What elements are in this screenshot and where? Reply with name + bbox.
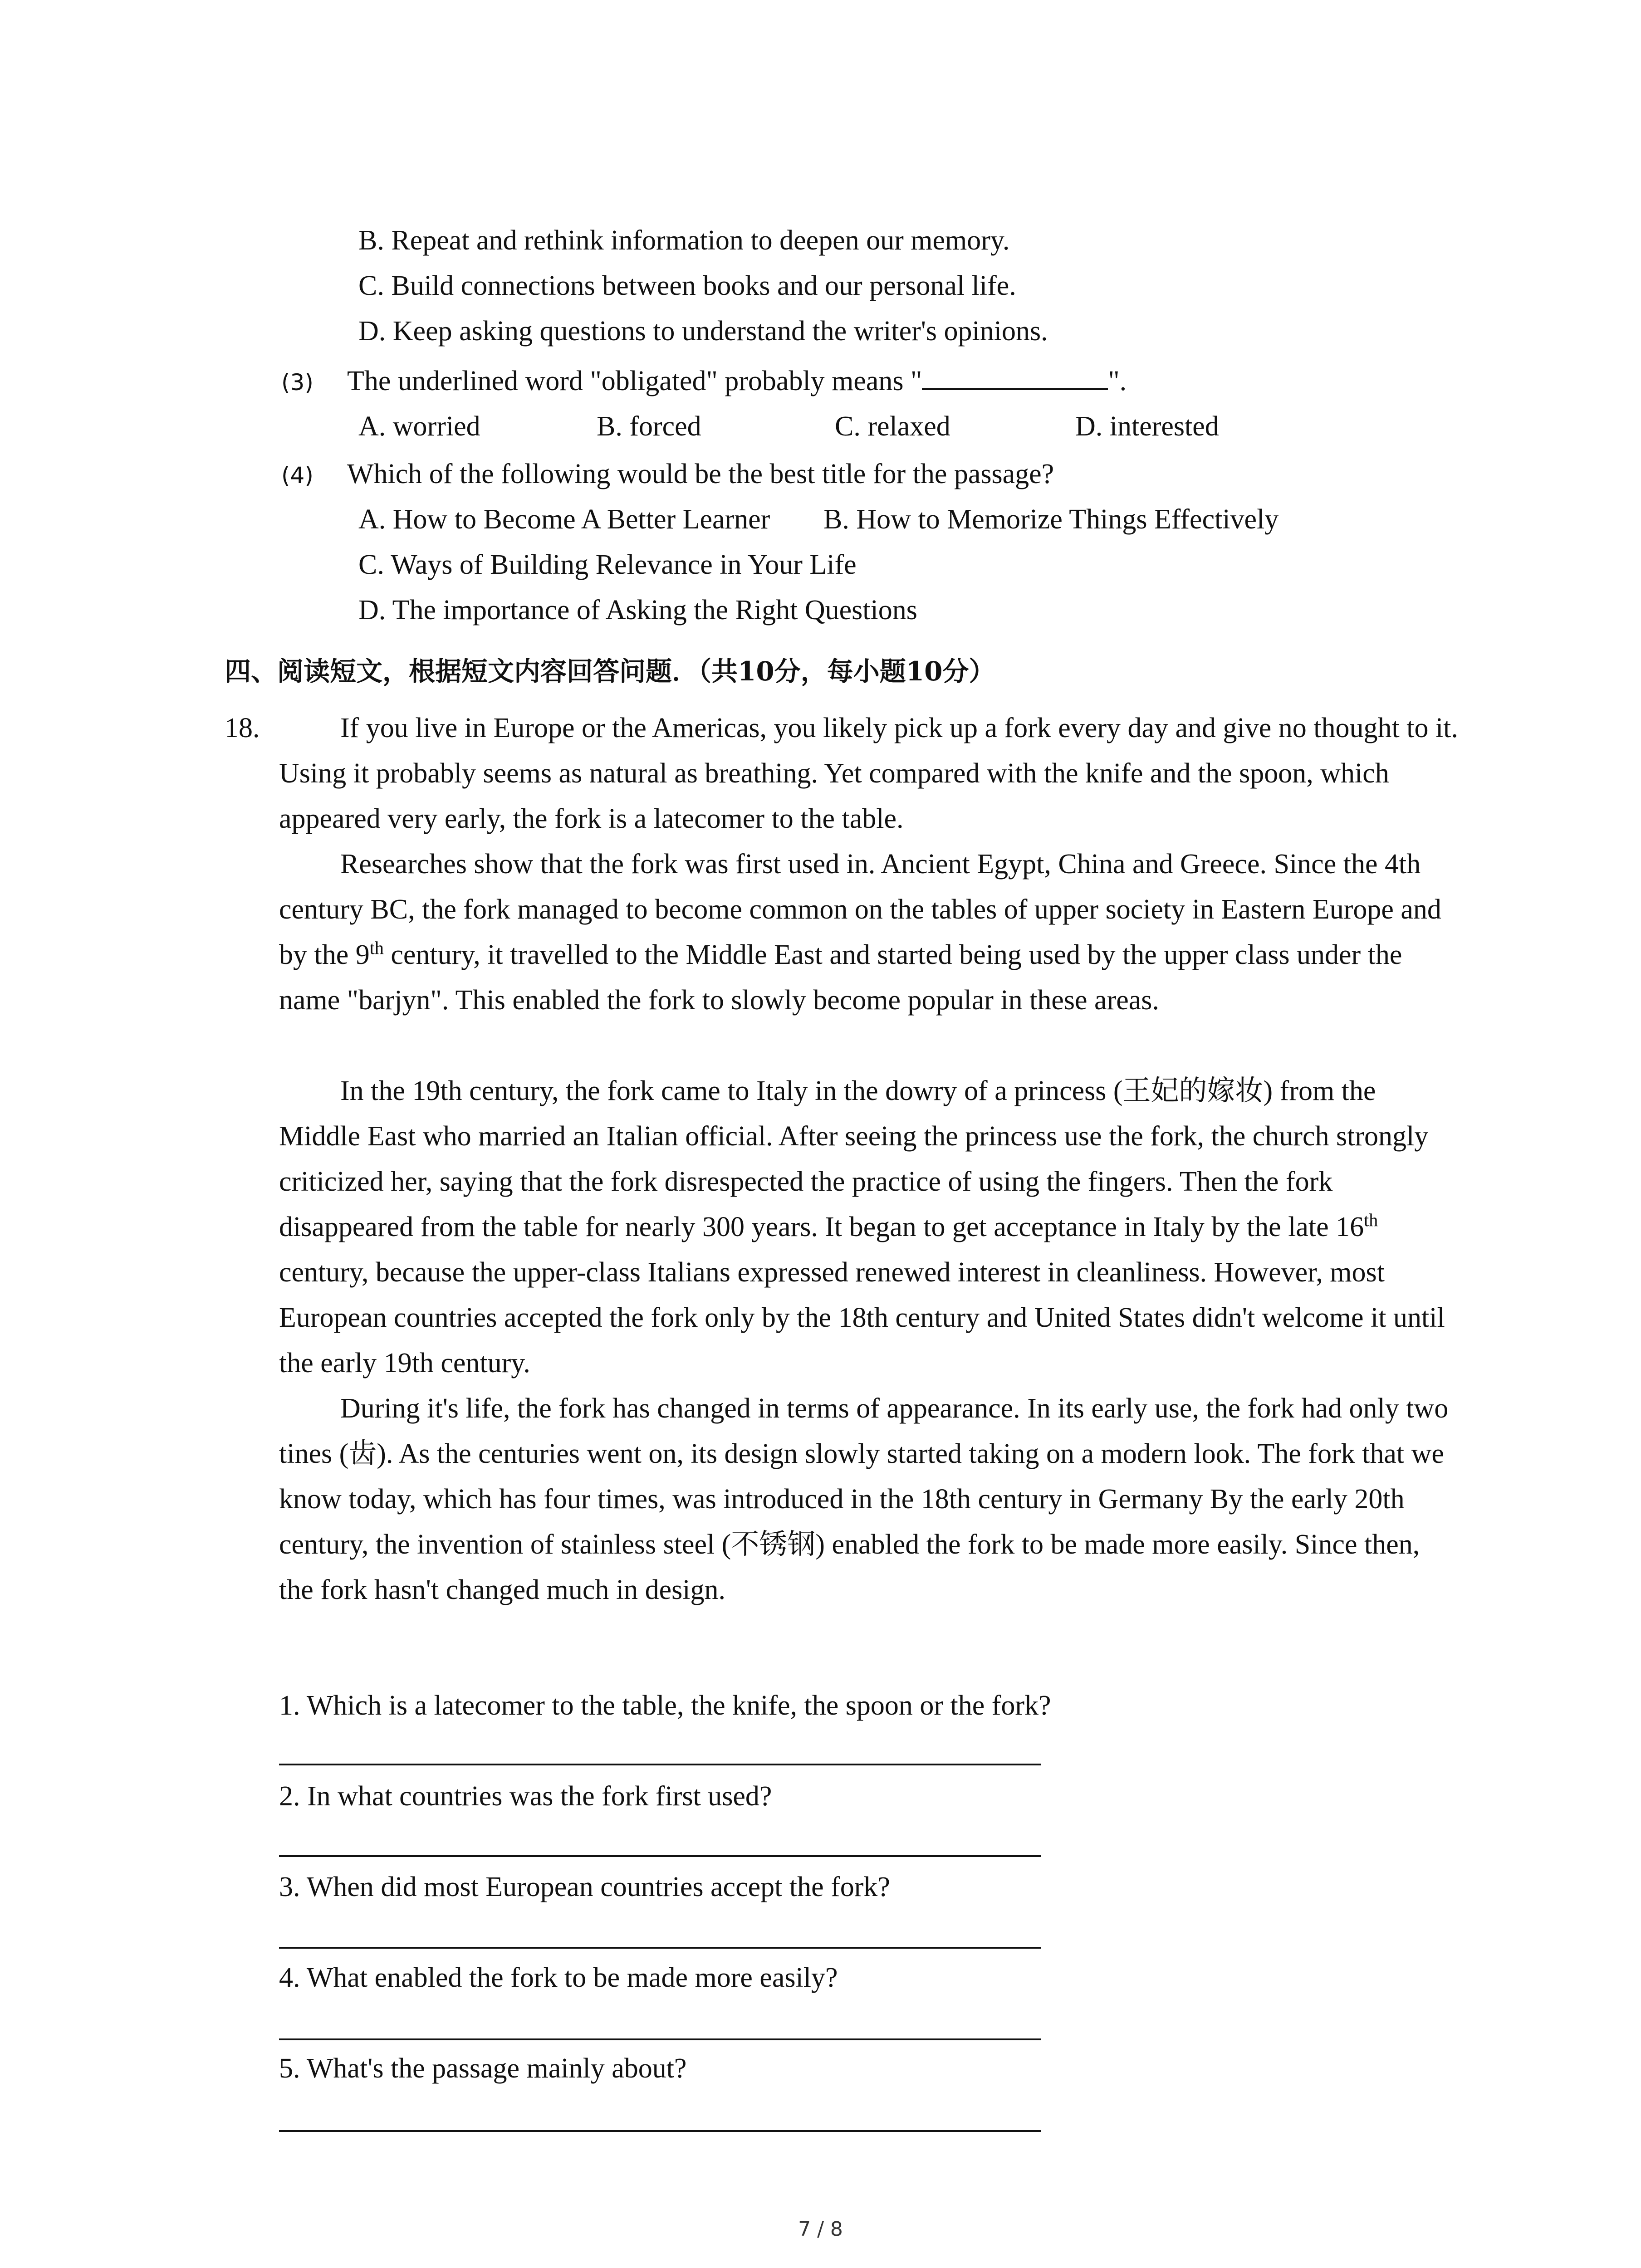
question-3: 3. When did most European countries accept the fork?	[279, 1872, 890, 1902]
question-4: 4. What enabled the fork to be made more easily?	[279, 1962, 838, 1993]
answer-line-2[interactable]	[279, 1855, 1041, 1857]
q4-number-text: (4)	[281, 462, 314, 489]
q3-answer-blank[interactable]	[922, 361, 1108, 390]
paragraph-2-text-b: century, it travelled to the Middle East and started being used by the upper class under the name "barjyn". This enabled the fork to slowly become popular in these areas.	[279, 939, 1402, 1016]
q4-number	[281, 451, 314, 498]
q3-option-d: D. interested	[1075, 411, 1219, 442]
q3-number-text: (3)	[281, 369, 314, 396]
q3-stem-before: The underlined word "obligated" probably means "	[347, 366, 922, 396]
answer-line-3[interactable]	[279, 1947, 1041, 1949]
passage-paragraph-4	[279, 1386, 1459, 1613]
q3-option-a: A. worried	[358, 411, 480, 442]
paragraph-3-text-b: century, because the upper-class Italians expressed renewed interest in cleanliness. However, most European countries accepted the fork only by the 18th century and United States didn't welcome it until the early 19th century.	[279, 1257, 1445, 1378]
q3-option-c: C. relaxed	[835, 411, 950, 442]
paragraph-3-text-a: In the 19th century, the fork came to Italy in the dowry of a princess (王妃的嫁妆) from the Middle East who married an Italian official. After seeing the princess use the fork, the church strongly criticized her, saying that the fork disrespected the practice of using the fingers. Then the fork disappeared from the table for nearly 300 years. It began to get acceptance in Italy by the late 16	[279, 1075, 1429, 1242]
paragraph-2-superscript: th	[369, 938, 384, 958]
section-heading: 四、阅读短文，根据短文内容回答问题．（共10分，每小题10分）	[225, 656, 995, 687]
page-number: 7 / 8	[798, 2218, 843, 2241]
question-1: 1. Which is a latecomer to the table, the knife, the spoon or the fork?	[279, 1690, 1051, 1721]
question-2: 2. In what countries was the fork first used?	[279, 1781, 772, 1812]
q4-stem: Which of the following would be the best title for the passage?	[347, 459, 1054, 489]
paragraph-4-text: During it's life, the fork has changed in terms of appearance. In its early use, the fork had only two tines (齿). As the centuries went on, its design slowly started taking on a modern look. The fork that we know today, which has four times, was introduced in the 18th century in Germany By the early 20th century, the invention of stainless steel (不锈钢) enabled the fork to be made more easily. Since then, the fork hasn't changed much in design.	[279, 1393, 1449, 1605]
q4-option-b: B. How to Memorize Things Effectively	[823, 504, 1279, 535]
q2-option-c: C. Build connections between books and our personal life.	[358, 270, 1016, 301]
q2-option-b: B. Repeat and rethink information to deepen our memory.	[358, 225, 1010, 256]
passage-paragraph-2	[279, 841, 1459, 1023]
q3-stem	[347, 358, 1127, 404]
question-5: 5. What's the passage mainly about?	[279, 2053, 687, 2084]
q2-option-d: D. Keep asking questions to understand the writer's opinions.	[358, 316, 1048, 347]
passage-paragraph-1	[279, 705, 1459, 841]
answer-line-5[interactable]	[279, 2130, 1041, 2132]
answer-line-1[interactable]	[279, 1764, 1041, 1765]
answer-line-4[interactable]	[279, 2038, 1041, 2040]
paragraph-3-superscript: th	[1364, 1210, 1378, 1230]
item-number: 18.	[225, 713, 260, 743]
paragraph-1-text: If you live in Europe or the Americas, you likely pick up a fork every day and give no thought to it. Using it probably seems as natural as breathing. Yet compared with the knife and the spoon, which appeared very early, the fork is a latecomer to the table.	[279, 713, 1458, 834]
q4-option-a: A. How to Become A Better Learner	[358, 504, 770, 535]
q4-option-c: C. Ways of Building Relevance in Your Life	[358, 549, 857, 580]
q4-option-d: D. The importance of Asking the Right Questions	[358, 595, 917, 626]
q3-stem-after: ".	[1108, 366, 1127, 396]
q3-option-b: B. forced	[597, 411, 701, 442]
passage-paragraph-3	[279, 1068, 1459, 1386]
q3-number	[281, 358, 314, 405]
paragraph-2-text-a: Researches show that the fork was first used in. Ancient Egypt, China and Greece. Since the 4th century BC, the fork managed to become common on the tables of upper society in Eastern Europe and by the 9	[279, 849, 1441, 970]
